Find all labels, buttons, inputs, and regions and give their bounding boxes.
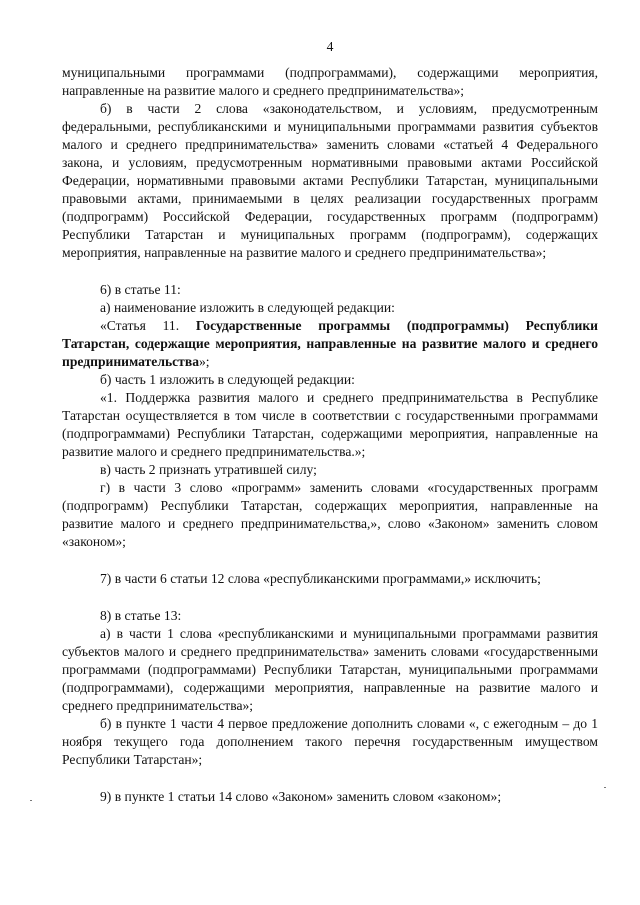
paragraph-item-9-article14: 9) в пункте 1 статьи 14 слово «Законом» заменить словом «законом»; (100, 789, 502, 804)
article11-suffix: »; (199, 354, 210, 369)
paragraph-item-b-part4: б) в пункте 1 части 4 первое предложение дополнить словами «, с ежегодным – до 1 ноября текущего года дополнением такого перечня государственным имуществом Республики Татарстан»; (62, 716, 598, 767)
paragraph-item-b-part2: б) в части 2 слова «законодательством, и условиям, предусмотренным федеральными, республиканскими и муниципальными программами развития субъектов малого и среднего предпринимательства» заменить словами «статьей 4 Федерального закона, и условиям, предусмотренным нормативными правовыми актами Российской Федерации, нормативными правовыми актами Республики Татарстан, муниципальными правовыми актами, принимаемыми в целях реализации государственных программ (подпрограмм) Российской Федерации, государственных программ (подпрограмм) Республики Татарстан и муниципальных программ (подпрограмм), содержащих мероприятия, направленные на развитие малого и среднего предпринимательства»; (62, 101, 598, 260)
paragraph-item-6-article11: 6) в статье 11: (100, 282, 181, 297)
paragraph-item-b-part1: б) часть 1 изложить в следующей редакции: (100, 372, 355, 387)
article11-heading: Государственные программы (подпрограммы) Республики Татарстан, содержащие мероприятия, направленные на развитие малого и среднего предпринимательства (62, 318, 598, 369)
paragraph-part1-text: «1. Поддержка развития малого и среднего предпринимательства в Республике Татарстан осуществляется в том числе в соответствии с государственными программами (подпрограммами) Республики Татарстан, содержащими мероприятия, направленные на развитие малого и среднего предпринимательства.»; (62, 390, 598, 459)
page-number: 4 (326, 39, 334, 54)
paragraph-article11-title (62, 317, 598, 371)
scan-speck (30, 800, 32, 801)
paragraph-item-a-title: а) наименование изложить в следующей редакции: (100, 300, 395, 315)
paragraph-item-7-article12: 7) в части 6 статьи 12 слова «республиканскими программами,» исключить; (100, 571, 541, 586)
paragraph-item-v-part2: в) часть 2 признать утратившей силу; (100, 462, 317, 477)
paragraph-item-g-part3: г) в части 3 слово «программ» заменить словами «государственных программ (подпрограмм) Республики Татарстан, содержащих мероприятия, направленные на развитие малого и среднего предпринимательства,», слово «Законом» заменить словом «законом»; (62, 480, 598, 549)
paragraph-item-a-part1: а) в части 1 слова «республиканскими и муниципальными программами развития субъектов малого и среднего предпринимательства» заменить словами «государственными программами (подпрограммами) Республики Татарстан, муниципальными программами (подпрограммами), содержащими мероприятия, направленные на развитие малого и среднего предпринимательства»; (62, 626, 598, 713)
scan-speck (604, 787, 606, 788)
paragraph-item-8-article13: 8) в статье 13: (100, 608, 182, 623)
article11-prefix: «Статья 11. (100, 318, 196, 333)
paragraph-continuation: муниципальными программами (подпрограммами), содержащими мероприятия, направленные на развитие малого и среднего предпринимательства»; (62, 65, 598, 98)
document-page (62, 38, 598, 806)
